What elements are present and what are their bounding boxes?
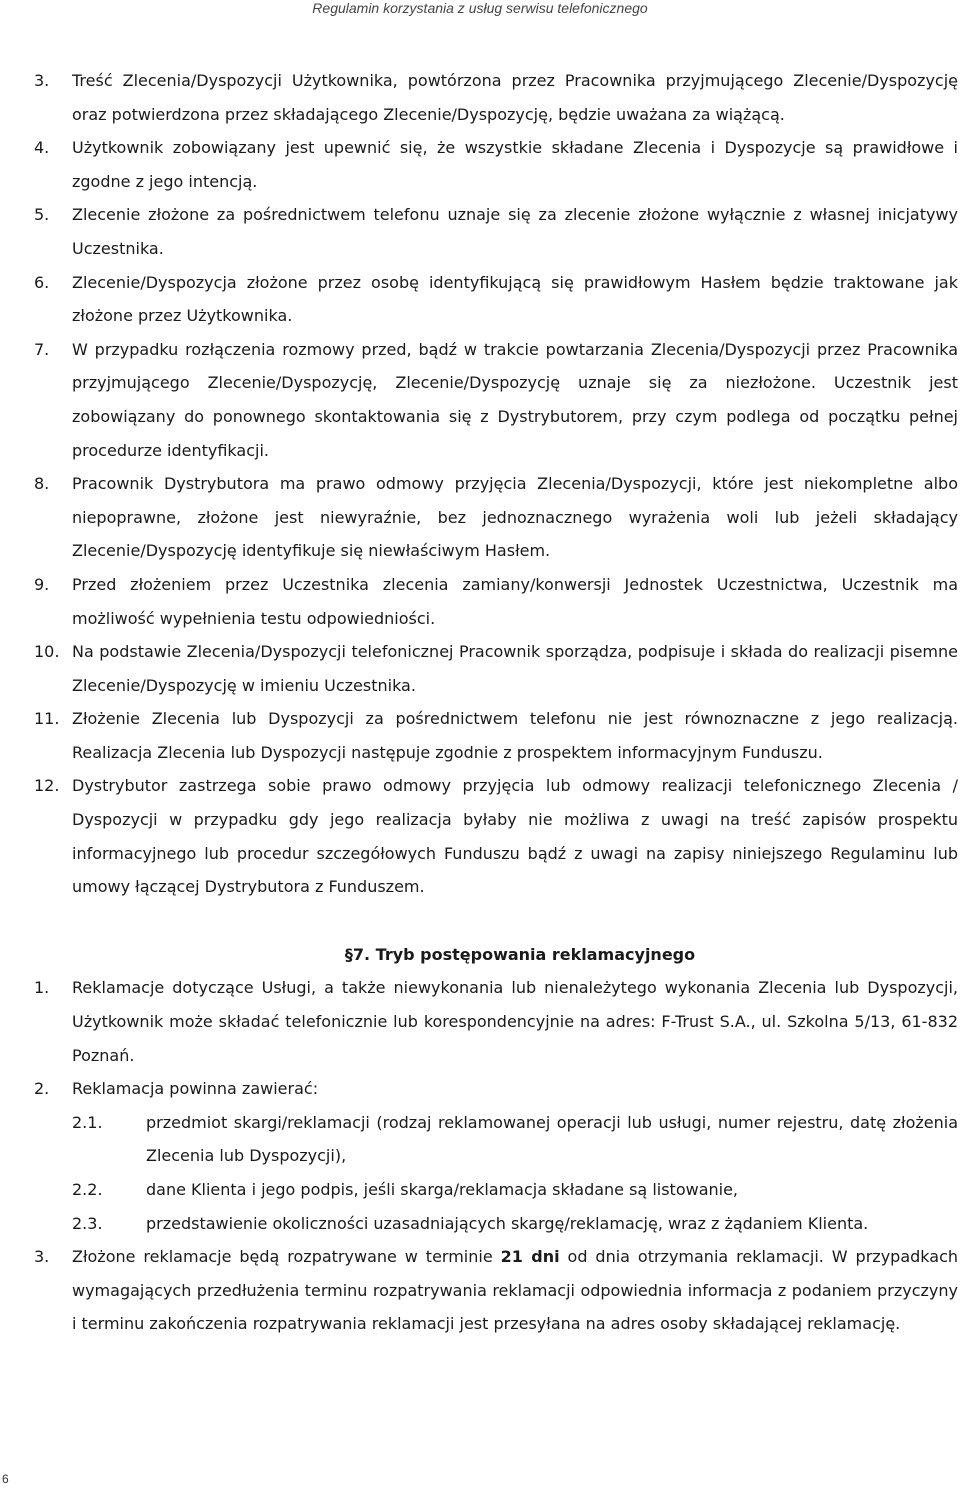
list-item (34, 1240, 960, 1341)
list-item (34, 467, 960, 568)
item-number: 3. (34, 71, 50, 90)
item-text: Pracownik Dystrybutora ma prawo odmowy przyjęcia Zlecenia/Dyspozycji, które jest niekompletne albo niepoprawne, złożone jest niewyraźnie, bez jednoznacznego wyrażenia woli lub jeżeli składający Zlecenie/Dyspozycję identyfikuje się niewłaściwym Hasłem. (72, 474, 958, 561)
list-item (34, 333, 960, 467)
document-body (34, 64, 960, 1341)
sub-item-number: 2.2. (72, 1180, 103, 1199)
item-number: 6. (34, 272, 50, 292)
item-text: Zlecenie/Dyspozycja złożone przez osobę identyfikującą się prawidłowym Hasłem będzie traktowane jak złożone przez Użytkownika. (72, 272, 958, 326)
list-item (34, 131, 960, 198)
item-number: 3. (34, 1247, 50, 1267)
sub-item-text: dane Klienta i jego podpis, jeśli skarga/reklamacja składane są listowanie, (146, 1180, 739, 1199)
sub-list-item (34, 1173, 960, 1207)
section-heading: §7. Tryb postępowania reklamacyjnego (344, 944, 696, 964)
page-header: Regulamin korzystania z usług serwisu telefonicznego (312, 0, 648, 16)
sub-item-text: przedstawienie okoliczności uzasadniających skargę/reklamację, wraz z żądaniem Klienta. (146, 1213, 869, 1233)
sub-list-item (34, 1106, 960, 1173)
sub-item-text: przedmiot skargi/reklamacji (rodzaj reklamowanej operacji lub usługi, numer rejestru, datę złożenia Zlecenia lub Dyspozycji), (146, 1112, 958, 1166)
item-text (72, 1240, 960, 1341)
sub-item-number: 2.3. (72, 1213, 103, 1233)
list-item (34, 635, 960, 702)
item-text: Przed złożeniem przez Uczestnika zlecenia zamiany/konwersji Jednostek Uczestnictwa, Uczestnik ma możliwość wypełnienia testu odpowiedniości. (72, 574, 958, 628)
item-number: 5. (34, 205, 50, 225)
list-item (34, 568, 960, 635)
list-item (34, 64, 960, 131)
item-text: Reklamacja powinna zawierać: (72, 1079, 319, 1099)
item-number: 8. (34, 474, 50, 494)
item-text: W przypadku rozłączenia rozmowy przed, bądź w trakcie powtarzania Zlecenia/Dyspozycji przez Pracownika przyjmującego Zlecenie/Dyspozycję, Zlecenie/Dyspozycję uznaje się za niezłożone. Uczestnik jest zobowiązany do ponownego skontaktowania się z Dystrybutorem, przy czym podlega od początku pełnej procedurze identyfikacji. (72, 339, 958, 460)
item-text: Na podstawie Zlecenia/Dyspozycji telefonicznej Pracownik sporządza, podpisuje i składa do realizacji pisemne Zlecenie/Dyspozycję w imieniu Uczestnika. (72, 642, 958, 695)
item-number: 11. (34, 709, 60, 729)
list-item (34, 266, 960, 333)
item-text: Złożenie Zlecenia lub Dyspozycji za pośrednictwem telefonu nie jest równoznaczne z jego realizacją. Realizacja Zlecenia lub Dyspozycji następuje zgodnie z prospektem informacyjnym Funduszu. (72, 709, 958, 762)
item-number: 9. (34, 574, 50, 594)
page-number: 6 (2, 1472, 9, 1486)
list-item (34, 198, 960, 265)
item-number: 4. (34, 138, 50, 158)
item-text: Dystrybutor zastrzega sobie prawo odmowy przyjęcia lub odmowy realizacji telefonicznego Zlecenia / Dyspozycji w przypadku gdy jego realizacja byłaby nie możliwa z uwagi na treść zapisów prospektu informacyjnego lub procedur szczegółowych Funduszu bądź z uwagi na zapisy niniejszego Regulaminu lub umowy łączącej Dystrybutora z Funduszem. (72, 776, 958, 897)
sub-list-item (34, 1207, 960, 1241)
item-number: 12. (34, 776, 60, 796)
item-number: 2. (34, 1079, 50, 1099)
item-number: 7. (34, 339, 50, 359)
item-text: Zlecenie złożone za pośrednictwem telefonu uznaje się za zlecenie złożone wyłącznie z własnej inicjatywy Uczestnika. (72, 205, 958, 258)
item-number: 1. (34, 978, 50, 998)
item-text: Użytkownik zobowiązany jest upewnić się, że wszystkie składane Zlecenia i Dyspozycje są prawidłowe i zgodne z jego intencją. (72, 138, 958, 191)
item-text: Reklamacje dotyczące Usługi, a także niewykonania lub nienależytego wykonania Zlecenia lub Dyspozycji, Użytkownik może składać telefonicznie lub korespondencyjnie na adres: F-Trust S.A., ul. Szkolna 5/13, 61-832 Poznań. (72, 978, 958, 1065)
deadline-emphasis: 21 dni (500, 1247, 560, 1267)
list-item (34, 971, 960, 1072)
list-item (34, 769, 960, 903)
list-item (34, 702, 960, 769)
sub-item-number: 2.1. (72, 1112, 103, 1132)
item-text-part: Złożone reklamacje będą rozpatrywane w terminie (72, 1247, 501, 1267)
item-number: 10. (34, 642, 60, 662)
item-text-part: od dnia otrzymania reklamacji. W przypadkach wymagających przedłużenia terminu rozpatrywania reklamacji odpowiednia informacja z podaniem przyczyny i terminu zakończenia rozpatrywania reklamacji jest przesyłana na adres osoby składającej reklamację. (72, 1247, 958, 1334)
list-item (34, 1072, 960, 1106)
item-text: Treść Zlecenia/Dyspozycji Użytkownika, powtórzona przez Pracownika przyjmującego Zlecenie/Dyspozycję oraz potwierdzona przez składającego Zlecenie/Dyspozycję, będzie uważana za wiążącą. (72, 71, 958, 124)
